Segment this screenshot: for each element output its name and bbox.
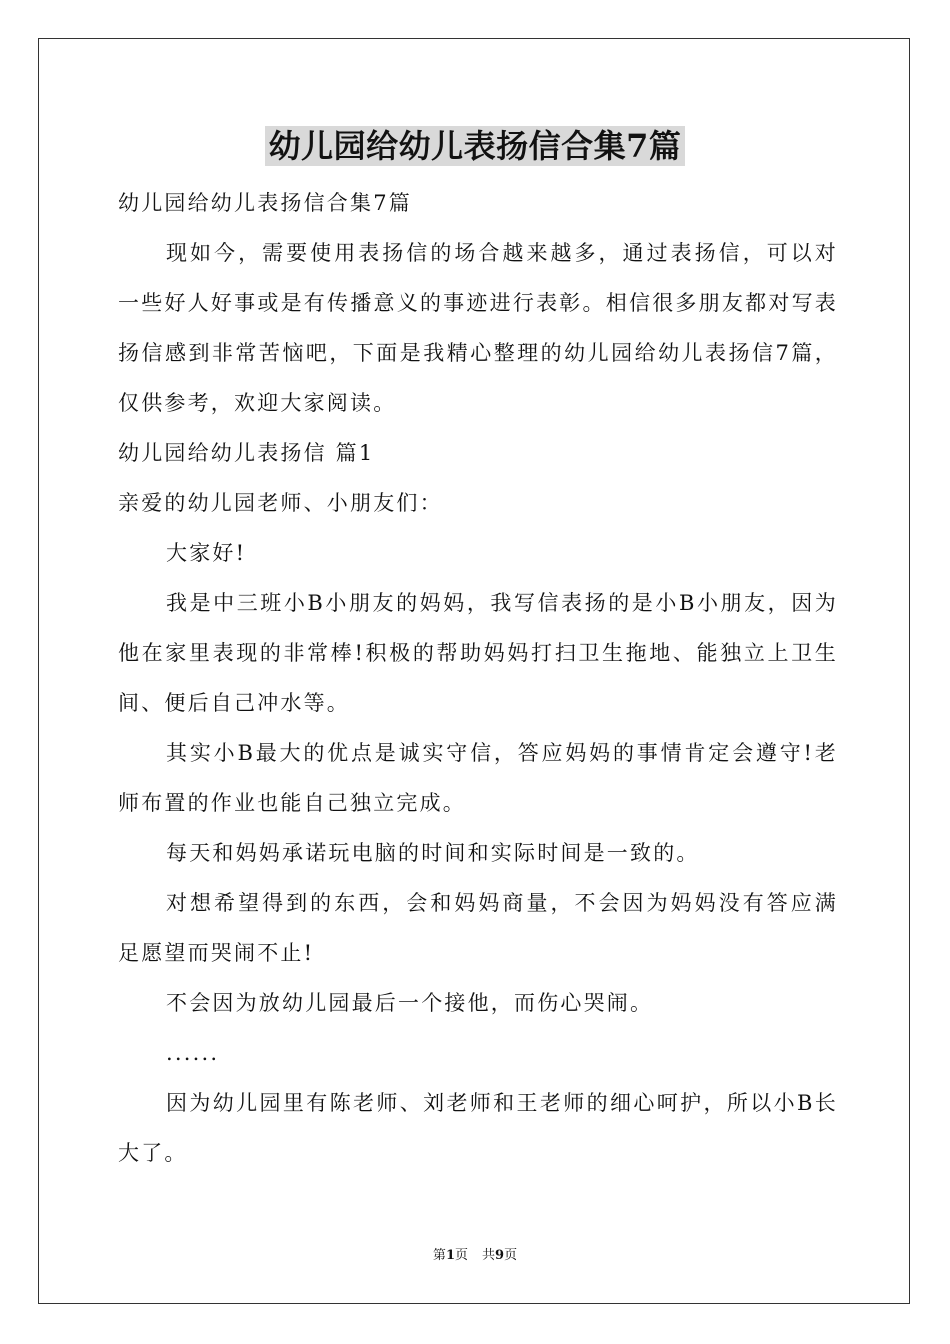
paragraph-ellipsis: ...... [166,1041,220,1065]
document-body [118,178,838,1178]
page-footer [0,1247,950,1265]
paragraph-body: 对想希望得到的东西，会和妈妈商量，不会因为妈妈没有答应满足愿望而哭闹不止! [118,891,838,965]
paragraph-salutation: 亲爱的幼儿园老师、小朋友们： [118,491,443,515]
footer-page-suffix: 页 [454,1248,468,1263]
paragraph-body: 每天和妈妈承诺玩电脑的时间和实际时间是一致的。 [166,841,700,865]
paragraph-body: 其实小B最大的优点是诚实守信，答应妈妈的事情肯定会遵守!老师布置的作业也能自己独立完成。 [118,741,838,815]
footer-page-current: 1 [445,1248,455,1263]
paragraph-subtitle: 幼儿园给幼儿表扬信合集7篇 [118,191,412,215]
footer-page-total: 9 [495,1248,505,1263]
paragraph-body: 我是中三班小B小朋友的妈妈，我写信表扬的是小B小朋友，因为他在家里表现的非常棒!积极的帮助妈妈打扫卫生拖地、能独立上卫生间、便后自己冲水等。 [118,591,838,715]
footer-total-suffix: 页 [504,1248,518,1263]
paragraph-section-heading: 幼儿园给幼儿表扬信 篇1 [118,441,375,465]
paragraph-intro: 现如今，需要使用表扬信的场合越来越多，通过表扬信，可以对一些好人好事或是有传播意义的事迹进行表彰。相信很多朋友都对写表扬信感到非常苦恼吧，下面是我精心整理的幼儿园给幼儿表扬信7篇，仅供参考，欢迎大家阅读。 [118,241,838,415]
paragraph-greeting: 大家好! [166,541,247,565]
title-block [0,126,950,166]
footer-total-prefix: 共 [482,1248,496,1263]
document-title: 幼儿园给幼儿表扬信合集7篇 [265,126,686,166]
paragraph-body: 因为幼儿园里有陈老师、刘老师和王老师的细心呵护，所以小B长大了。 [118,1091,838,1165]
footer-page-prefix: 第 [432,1248,446,1263]
paragraph-body: 不会因为放幼儿园最后一个接他，而伤心哭闹。 [166,991,654,1015]
